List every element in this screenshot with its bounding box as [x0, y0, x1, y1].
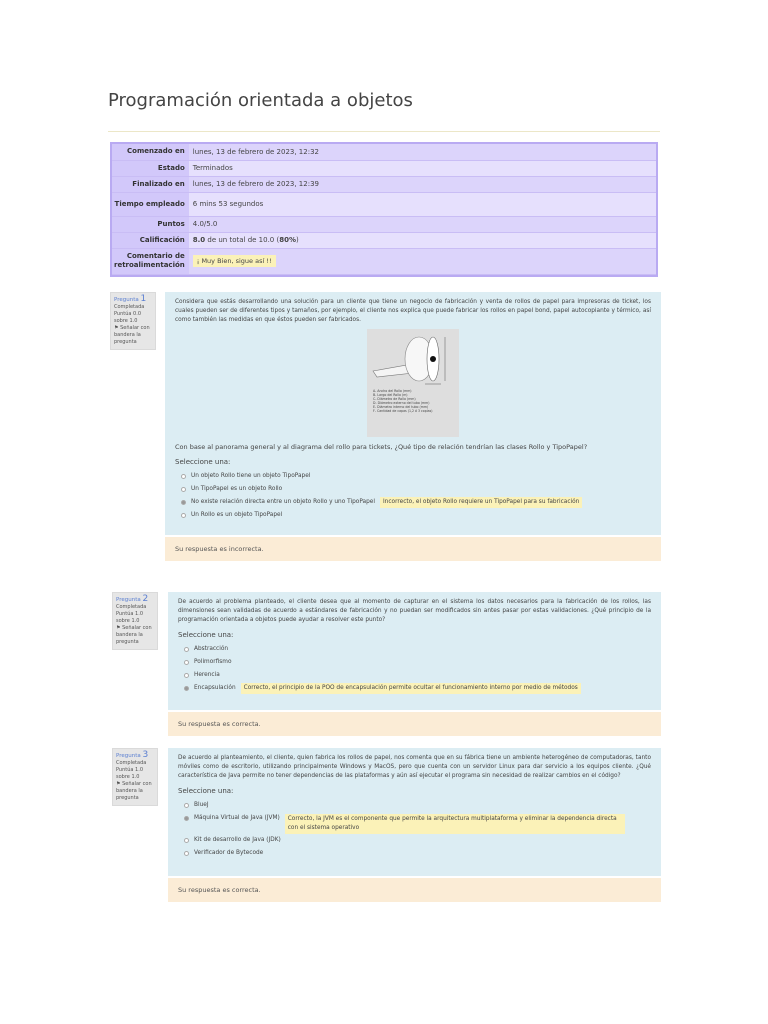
flag-question[interactable] — [114, 325, 152, 346]
grade-score: 8.0 — [192, 236, 206, 244]
summary-row — [112, 160, 656, 176]
grade-end: ) — [295, 236, 299, 244]
option-feedback: Correcto, el principio de la POO de encapsulación permite ocultar el funcionamiento interno por medio de métodos — [241, 683, 581, 694]
summary-value: 4.0/5.0 — [189, 216, 656, 232]
legend-item: D- Diámetro externo del tubo (mm) — [373, 401, 430, 405]
page-title: Programación orientada a objetos — [108, 90, 413, 111]
radio-button[interactable] — [184, 647, 189, 652]
question-content — [165, 292, 661, 535]
summary-label: Estado — [112, 160, 189, 176]
radio-button-selected[interactable] — [184, 816, 189, 821]
radio-button[interactable] — [184, 851, 189, 856]
flag-label: Señalar con bandera la pregunta — [116, 781, 152, 801]
select-label: Seleccione una: — [175, 458, 231, 466]
question-text: De acuerdo al problema planteado, el cliente desea que al momento de capturar en el sistema los datos necesarios para la fabricación de los rollos, las dimensiones sean validadas de acuerdo a estándares de fabricación y no puedan ser modificados sin antes pasar por estas validaciones. ¿Qué principio de la programación orientada a objetos puede ayudar a resolver este punto? — [178, 599, 651, 623]
flag-question[interactable] — [116, 781, 154, 802]
question-status: Completada — [116, 604, 147, 610]
radio-button[interactable] — [184, 803, 189, 808]
option-text: Un objeto Rollo tiene un objeto TipoPapel — [191, 473, 311, 479]
legend-item: A- Ancho del Rollo (mm) — [373, 389, 412, 393]
question-info — [110, 292, 156, 350]
option-text: No existe relación directa entre un objeto Rollo y uno TipoPapel — [191, 499, 375, 505]
diagram-legend — [373, 389, 433, 413]
summary-value: 6 mins 53 segundos — [189, 192, 656, 216]
answer-option[interactable] — [175, 483, 651, 496]
option-text: Encapsulación — [194, 685, 236, 691]
answer-option[interactable] — [178, 643, 651, 656]
option-text: Abstracción — [194, 646, 229, 652]
radio-button[interactable] — [184, 838, 189, 843]
summary-row — [112, 144, 656, 160]
question-prompt: Con base al panorama general y al diagrama del rollo para tickets, ¿Qué tipo de relación tendrían las clases Rollo y TipoPapel? — [175, 443, 588, 451]
summary-row — [112, 176, 656, 192]
answer-option[interactable] — [175, 496, 651, 509]
grade-mid: de un total de 10.0 ( — [205, 236, 280, 244]
question-number-value: 2 — [142, 594, 149, 604]
question-number-label: Pregunta — [114, 297, 139, 303]
question-points: Puntúa 1.0 sobre 1.0 — [116, 767, 143, 780]
answer-option[interactable] — [178, 799, 651, 812]
summary-label: Puntos — [112, 216, 189, 232]
answer-option[interactable] — [178, 682, 651, 695]
question-points: Puntúa 0.0 sobre 1.0 — [114, 311, 141, 324]
radio-button[interactable] — [181, 513, 186, 518]
question-number-value: 3 — [142, 750, 149, 760]
option-text: BlueJ — [194, 802, 209, 808]
summary-row — [112, 216, 656, 232]
summary-value: lunes, 13 de febrero de 2023, 12:32 — [189, 144, 656, 160]
grade-value — [189, 232, 656, 248]
radio-button[interactable] — [184, 673, 189, 678]
radio-button[interactable] — [184, 660, 189, 665]
option-feedback: Incorrecto, el objeto Rollo requiere un TipoPapel para su fabricación — [380, 497, 582, 508]
option-text: Un TipoPapel es un objeto Rollo — [191, 486, 283, 492]
answer-option[interactable] — [178, 834, 651, 847]
question-info — [112, 748, 158, 806]
answer-option[interactable] — [178, 669, 651, 682]
grade-percent: 80% — [279, 236, 296, 244]
answer-option[interactable] — [178, 847, 651, 860]
paper-roll-diagram — [367, 329, 459, 437]
radio-button[interactable] — [181, 474, 186, 479]
summary-row — [112, 248, 656, 274]
flag-question[interactable] — [116, 625, 154, 646]
legend-item: C- Diámetro de Rollo (mm) — [373, 397, 416, 401]
summary-label: Calificación — [112, 232, 189, 248]
title-divider — [108, 131, 660, 132]
radio-button[interactable] — [181, 487, 186, 492]
summary-row — [112, 232, 656, 248]
paper-roll-icon — [367, 329, 459, 389]
option-text: Polimorfismo — [194, 659, 232, 665]
legend-item: E- Diámetro interno del tubo (mm) — [373, 405, 429, 409]
select-label: Seleccione una: — [178, 787, 234, 795]
flag-icon: ⚑ — [114, 325, 119, 331]
radio-button-selected[interactable] — [181, 500, 186, 505]
select-label: Seleccione una: — [178, 631, 234, 639]
answer-option[interactable] — [178, 656, 651, 669]
summary-row — [112, 192, 656, 216]
question-number — [116, 752, 154, 760]
legend-item: B- Largo del Rollo (m) — [373, 393, 408, 397]
question-content — [168, 748, 661, 876]
radio-button-selected[interactable] — [184, 686, 189, 691]
summary-label: Comenzado en — [112, 144, 189, 160]
question-number-value: 1 — [140, 294, 147, 304]
legend-item: F- Cantidad de capas (1,2 ó 3 copias) — [373, 409, 433, 413]
question-number — [116, 596, 154, 604]
flag-icon: ⚑ — [116, 625, 121, 631]
question-text: De acuerdo al planteamiento, el cliente, quien fabrica los rollos de papel, nos comenta que en su fábrica tiene un ambiente heterogéneo de computadoras, tanto móviles como de escritorio, utilizando principalmente Windows y MacOS, pero que cuenta con un servidor Linux para dar servicio a los equipos cliente. ¿Qué característica de Java permite no tener dependencias de las plataformas y aún así ejecutar el programa sin necesidad de realizar cambios en el código? — [178, 755, 651, 779]
option-text: Herencia — [194, 672, 220, 678]
flag-icon: ⚑ — [116, 781, 121, 787]
question-outcome: Su respuesta es correcta. — [168, 878, 661, 902]
summary-value: Terminados — [189, 160, 656, 176]
option-feedback: Correcto, la JVM es el componente que permite la arquitectura multiplataforma y eliminar la dependencia directa con el sistema operativo — [285, 814, 625, 834]
option-text: Un Rollo es un objeto TipoPapel — [191, 512, 283, 518]
question-outcome: Su respuesta es incorrecta. — [165, 537, 661, 561]
question-outcome: Su respuesta es correcta. — [168, 712, 661, 736]
option-text: Kit de desarrollo de Java (JDK) — [194, 837, 281, 843]
question-status: Completada — [114, 304, 145, 310]
summary-label: Tiempo empleado — [112, 192, 189, 216]
summary-label: Finalizado en — [112, 176, 189, 192]
summary-label: Comentario de retroalimentación — [112, 248, 189, 274]
option-text: Verificador de Bytecode — [194, 850, 264, 856]
option-text: Máquina Virtual de Java (JVM) — [194, 815, 280, 821]
question-number-label: Pregunta — [116, 597, 141, 603]
attempt-summary — [110, 142, 658, 277]
answer-option[interactable] — [175, 470, 651, 483]
answer-option[interactable] — [178, 812, 651, 834]
summary-value — [189, 248, 656, 274]
flag-label: Señalar con bandera la pregunta — [116, 625, 152, 645]
question-number-label: Pregunta — [116, 753, 141, 759]
flag-label: Señalar con bandera la pregunta — [114, 325, 150, 345]
question-number — [114, 296, 152, 304]
question-points: Puntúa 1.0 sobre 1.0 — [116, 611, 143, 624]
answer-option[interactable] — [175, 509, 651, 522]
question-text: Considera que estás desarrollando una solución para un cliente que tiene un negocio de fabricación y venta de rollos de papel para impresoras de ticket, los cuales pueden ser de diferentes tipos y tamaños, por ejemplo, el cliente nos explica que puede fabricar los rollos en papel bond, papel autocopiante y térmico, así como también las medidas en que éstos pueden ser fabricados. — [175, 299, 651, 323]
question-status: Completada — [116, 760, 147, 766]
summary-value: lunes, 13 de febrero de 2023, 12:39 — [189, 176, 656, 192]
question-content — [168, 592, 661, 710]
feedback-pill: ¡ Muy Bien, sigue así !! — [193, 255, 276, 267]
question-info — [112, 592, 158, 650]
